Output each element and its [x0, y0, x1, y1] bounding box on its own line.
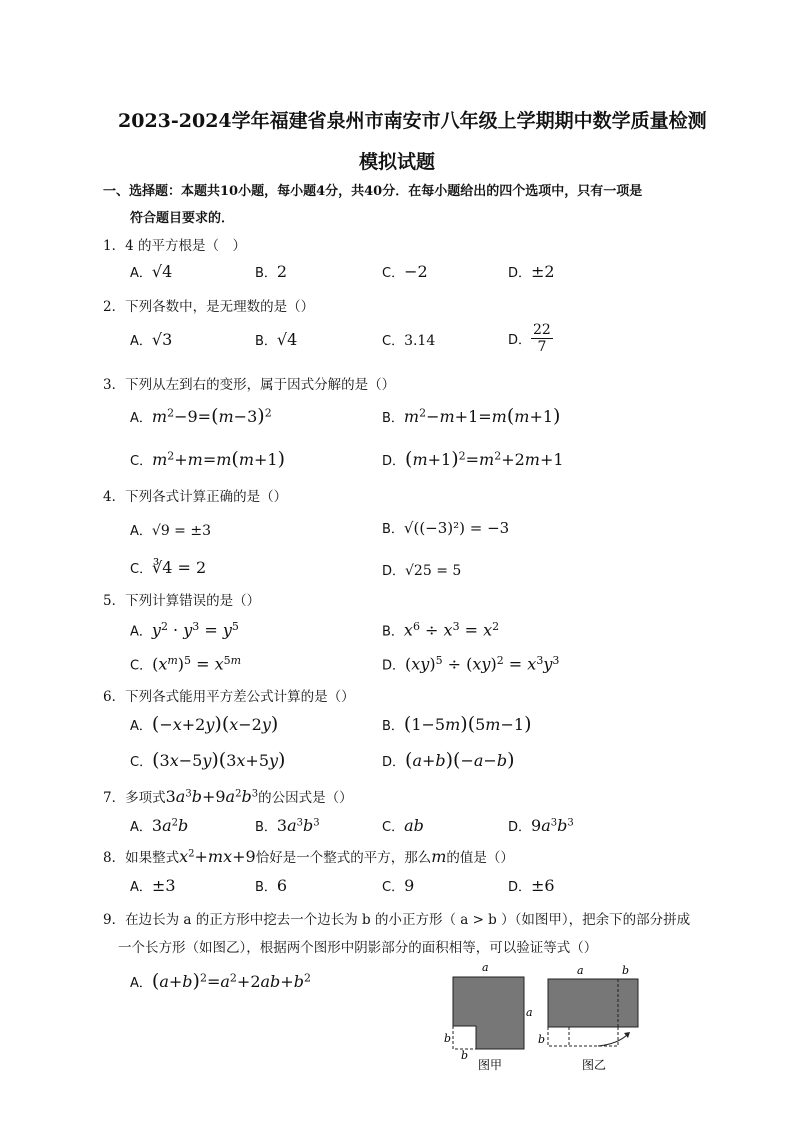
- figure-yi-label-a: a: [577, 964, 584, 977]
- question-5-option-b: B．$x^6 \div x^3 = x^2$: [382, 620, 500, 640]
- question-1-stem: 1．4 的平方根是（ ）: [103, 238, 246, 254]
- question-3-option-c: C．$m^2+m=m(m+1)$: [130, 448, 286, 470]
- question-8-option-a: A．±3: [130, 876, 176, 895]
- figure-yi-moved-strip: [548, 1027, 618, 1046]
- figure-jia-caption: 图甲: [478, 1058, 503, 1072]
- figure-yi-label-b-top: b: [622, 964, 630, 977]
- question-7-option-c: C．ab: [382, 816, 424, 835]
- question-6-option-b: B．(1−5m)(5m−1): [382, 713, 532, 735]
- figure-yi-shaded: [548, 979, 638, 1027]
- question-5-option-a: A．$y^2 \cdot y^3 = y^5$: [130, 620, 239, 640]
- question-3-option-a: A．$m^2-9=(m-3)^2$: [130, 405, 272, 427]
- question-4-option-d: D．√25 = 5: [382, 563, 462, 579]
- question-3-option-b: B．$m^2-m+1=m(m+1)$: [382, 405, 561, 427]
- question-2-option-d: D． $\frac{22}{7}$: [508, 322, 551, 355]
- question-7-option-a: A．$3a^2b$: [130, 816, 189, 835]
- question-4-option-c: C．∛4 = 2: [130, 558, 207, 577]
- question-4-option-b: B．√((−3)²) = −3: [382, 519, 510, 537]
- question-2-option-c: C．3.14: [382, 333, 436, 349]
- page-subtitle: 模拟试题: [359, 151, 436, 173]
- question-8-stem: 8．如果整式$x^2+mx+9$恰好是一个整式的平方，那么m的值是（）: [103, 847, 514, 866]
- question-2-option-b: B．√4: [255, 330, 298, 349]
- question-6-option-c: C．(3x−5y)(3x+5y): [130, 749, 286, 771]
- figure-yi-label-b-left: b: [538, 1033, 546, 1046]
- section-heading: 一、选择题：本题共10小题，每小题4分，共40分．在每小题给出的四个选项中，只有一项是: [103, 184, 643, 199]
- question-4-option-a: A．√9 = ±3: [130, 523, 212, 539]
- question-1-option-c: C．−2: [382, 262, 428, 281]
- question-3-stem: 3．下列从左到右的变形，属于因式分解的是（）: [103, 377, 396, 393]
- figure-jia-label-b-left: b: [444, 1032, 452, 1045]
- geometry-figure: [438, 960, 648, 1075]
- figure-yi-caption: 图乙: [582, 1058, 607, 1072]
- question-1-option-a: A．√4: [130, 262, 173, 281]
- figure-jia-label-a-right: a: [526, 1006, 533, 1019]
- question-9-stem-line1: 9．在边长为 a 的正方形中挖去一个边长为 b 的小正方形（ a > b ）（如图甲），把余下的部分拼成: [103, 912, 691, 928]
- question-5-option-c: C．$(x^m)^5 = x^{5m}$: [130, 654, 242, 674]
- question-5-option-d: D．$(xy)^5 \div (xy)^2 = x^3y^3$: [382, 654, 560, 674]
- figure-yi-arrow: [598, 1034, 628, 1046]
- figure-jia-label-a-top: a: [482, 961, 489, 974]
- question-3-option-d: D．$(m+1)^2=m^2+2m+1$: [382, 448, 564, 470]
- question-2-option-a: A．√3: [130, 330, 173, 349]
- question-7-option-d: D．$9a^3b^3$: [508, 816, 574, 835]
- question-1-option-b: B．2: [255, 262, 288, 281]
- figure-jia: [444, 961, 533, 1072]
- question-8-option-c: C．9: [382, 876, 415, 895]
- question-6-option-d: D．(a+b)(−a−b): [382, 749, 515, 771]
- section-heading-cont: 符合题目要求的．: [130, 211, 235, 226]
- question-8-option-b: B．6: [255, 876, 288, 895]
- figure-yi: [538, 964, 638, 1072]
- page-title: 2023-2024学年福建省泉州市南安市八年级上学期期中数学质量检测: [118, 110, 707, 132]
- question-8-option-d: D．±6: [508, 876, 555, 895]
- question-2-stem: 2．下列各数中，是无理数的是（）: [103, 299, 315, 315]
- question-7-option-b: B．$3a^3b^3$: [255, 816, 320, 835]
- figure-jia-label-b-bottom: b: [461, 1049, 469, 1062]
- figure-jia-shaded: [453, 977, 524, 1049]
- question-6-stem: 6．下列各式能用平方差公式计算的是（）: [103, 689, 355, 705]
- question-6-option-a: A．(−x+2y)(x−2y): [130, 713, 279, 735]
- question-1-option-d: D．±2: [508, 262, 555, 281]
- question-9-stem-line2: 一个长方形（如图乙），根据两个图形中阴影部分的面积相等，可以验证等式（）: [118, 940, 598, 956]
- figure-jia-removed-square: [453, 1026, 476, 1049]
- question-4-stem: 4．下列各式计算正确的是（）: [103, 489, 288, 505]
- question-7-stem: 7．多项式$3a^3b+9a^2b^3$的公因式是（）: [103, 787, 353, 806]
- question-9-option-a: A．$(a+b)^2=a^2+2ab+b^2$: [130, 970, 311, 992]
- question-5-stem: 5．下列计算错误的是（）: [103, 593, 261, 609]
